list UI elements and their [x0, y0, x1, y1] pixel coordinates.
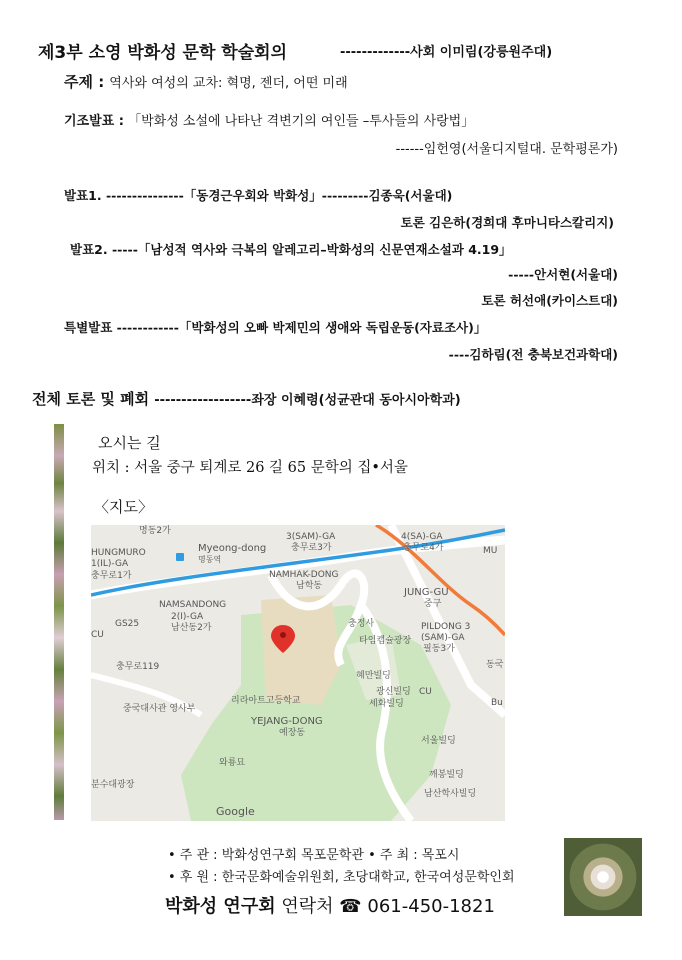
closing-chair: 좌장 이혜령(성균관대 동아시아학과): [251, 393, 461, 408]
presentation-1-discussant: 토론 김은하(경희대 후마니타스칼리지): [400, 215, 614, 230]
map-label-dong: 동국: [486, 660, 504, 670]
keynote-label: 기조발표 :: [64, 114, 124, 129]
map-label-pildong-kr: 필동3가: [423, 644, 455, 654]
map-label-myeongdong: Myeong-dong: [198, 543, 267, 554]
map-label-mu: MU: [483, 546, 498, 556]
map-label-hyeman: 혜만빌딩: [356, 671, 391, 681]
directions-address: 위치 : 서울 중구 퇴계로 26 길 65 문학의 집•서울: [92, 460, 408, 476]
map-canvas[interactable]: [91, 525, 505, 821]
map-label-gs25: GS25: [115, 619, 140, 629]
map-label-chungmuro-2: 1(IL)-GA: [91, 559, 129, 569]
directions-heading: 오시는 길: [98, 434, 161, 452]
presentation-2-discussant: 토론 허선애(카이스트대): [481, 293, 618, 308]
map-label-waryong: 와룡묘: [219, 758, 246, 768]
map-label-namsan: NAMSANDONG: [159, 600, 227, 610]
session-title: [38, 38, 287, 63]
map-label-namhak: NAMHAK-DONG: [269, 570, 339, 580]
map-label-jung-gu: JUNG-GU: [404, 587, 449, 598]
closing-dashes: ------------------: [154, 393, 252, 408]
keynote-title: 「박화성 소설에 나타난 격변기의 여인들 –투사들의 사랑법」: [128, 114, 475, 129]
map-caption: 〈지도〉: [94, 498, 153, 516]
map-label-chungjeongsa: 충정사: [348, 619, 375, 629]
map-label-namsan-2: 2(I)-GA: [171, 612, 204, 622]
map-label-seoul-bldg: 서울빌딩: [421, 736, 456, 746]
map-label-4ga-kr: 충무로4가: [403, 543, 444, 553]
map-label-3ga: 3(SAM)-GA: [286, 532, 336, 542]
map-label-sehwa: 세화빌딩: [369, 699, 404, 709]
map-label-namsan-bldg: 남산학사빌딩: [424, 789, 477, 799]
map-label-timecapsule: 타임캡슐광장: [359, 636, 412, 646]
map-label-consulate: 중국대사관 영사부: [123, 704, 196, 714]
map-label-pildong: PILDONG 3: [421, 622, 471, 632]
closing-title: 전체 토론 및 폐회: [32, 390, 150, 408]
station-icon: [176, 553, 184, 561]
map-label-gaebong: 깨봉빌딩: [429, 770, 464, 780]
keynote-presenter: ------임헌영(서울디지털대. 문학평론가): [395, 142, 618, 157]
footer-contact-label: 연락처: [281, 896, 334, 917]
map-label-school: 리라아트고등학교: [231, 696, 301, 706]
map-label-namhak-kr: 남학동: [296, 581, 323, 591]
theme-line: [64, 71, 348, 92]
map-label-3ga-kr: 충무로3가: [291, 543, 332, 553]
map-label-jung-gu-kr: 중구: [424, 599, 442, 609]
campus-area: [261, 595, 341, 705]
map-label-chungmuro-kr: 충무로1가: [91, 571, 132, 581]
map-label-myeongdong-kr: 명동역: [198, 555, 222, 564]
map-label-yejang: YEJANG-DONG: [251, 716, 323, 727]
map-label-cu-2: CU: [419, 687, 432, 697]
google-logo: Google: [216, 805, 255, 818]
phone-icon: ☎: [339, 896, 362, 917]
map-label-chungmuro119: 충무로119: [116, 662, 160, 672]
session-chair: 사회 이미림(강릉원주대): [410, 45, 553, 60]
footer-phone[interactable]: 061-450-1821: [367, 896, 495, 917]
keynote-line: [64, 110, 474, 129]
map-label-cu: CU: [91, 630, 104, 640]
closing-line: [32, 388, 461, 409]
theme-text: 역사와 여성의 교차: 혁명, 젠더, 어떤 미래: [109, 76, 348, 91]
special-presentation-presenter: ----김하림(전 충북보건과학대): [448, 347, 618, 362]
map-label-namsan-kr: 남산동2가: [171, 623, 212, 633]
footer-contact: [165, 892, 495, 918]
map-label-bu: Bu: [491, 698, 503, 708]
presentation-1: 발표1. ---------------「동경근우회와 박화성」---------김종욱(서울대): [64, 188, 453, 203]
theme-label: 주제 :: [64, 73, 105, 91]
session-title-text: 제3부 소영 박화성 문학 학술회의: [38, 43, 287, 63]
session-chair-line: [340, 41, 552, 60]
flower-image: [564, 838, 642, 916]
map-label-chungmuro: HUNGMURO: [91, 548, 146, 558]
map-label-4ga: 4(SA)-GA: [401, 532, 443, 542]
map-label-pildong-2: (SAM)-GA: [421, 633, 465, 643]
presentation-2-presenter: -----안서현(서울대): [508, 267, 618, 282]
map-label-gwangsin: 광신빌딩: [376, 687, 411, 697]
footer-org-name: 박화성 연구회: [165, 896, 276, 917]
location-map[interactable]: [91, 525, 505, 821]
map-label-yejang-kr: 예장동: [279, 728, 306, 738]
map-label-myeongdong-2ga: 명동2가: [139, 526, 171, 536]
floral-border-image: [54, 424, 64, 820]
map-label-fountain: 분수대광장: [91, 780, 135, 790]
special-presentation: 특별발표 ------------「박화성의 오빠 박제민의 생애와 독립운동(자료조사)」: [64, 320, 487, 335]
footer-sponsors: • 후 원 : 한국문화예술위원회, 초당대학교, 한국여성문학인회: [168, 870, 515, 885]
chair-dashes: -------------: [340, 45, 411, 60]
footer-organizers: • 주 관 : 박화성연구회 목포문학관 • 주 최 : 목포시: [168, 848, 460, 863]
presentation-2: 발표2. -----「남성적 역사와 극복의 알레고리–박화성의 신문연재소설과 4.19」: [70, 242, 512, 257]
